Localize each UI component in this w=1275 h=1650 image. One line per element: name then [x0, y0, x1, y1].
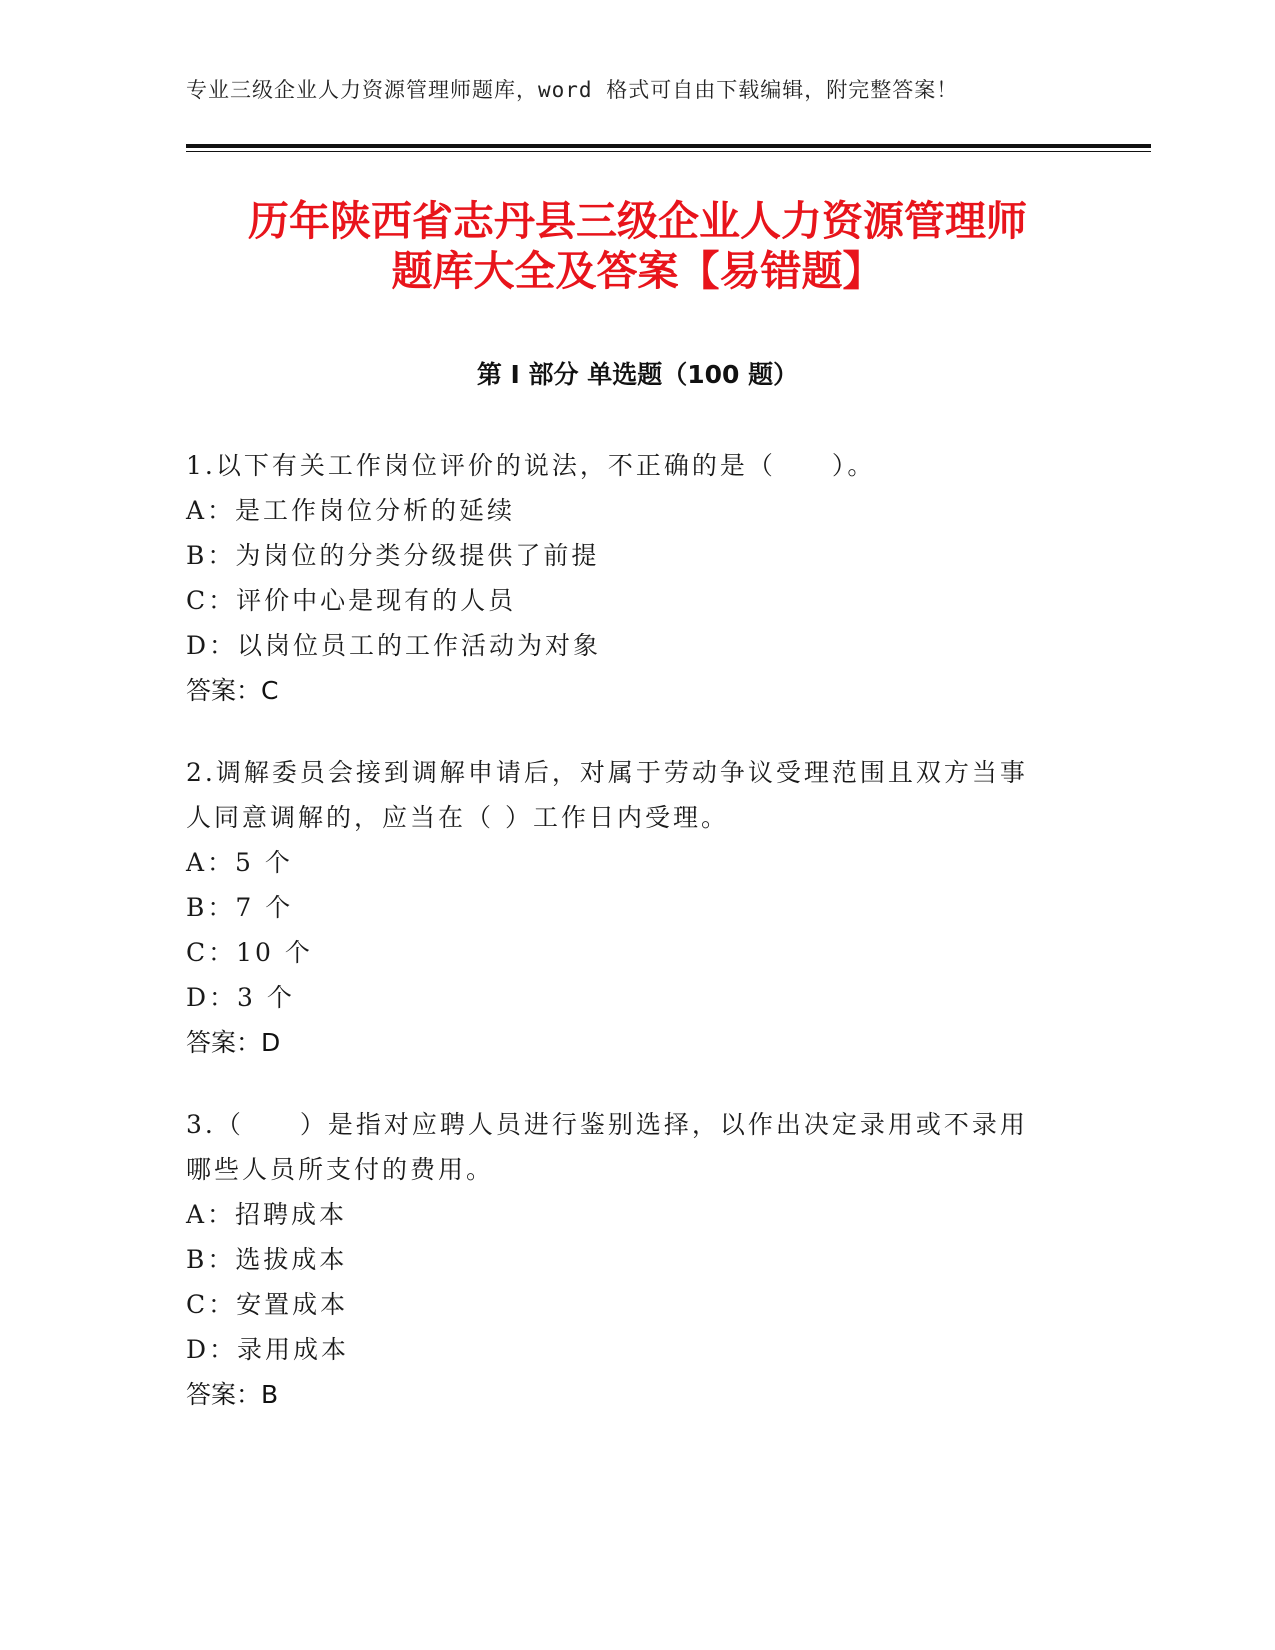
option-d: D：录用成本	[186, 1335, 350, 1364]
option-b: B：选拔成本	[186, 1245, 348, 1274]
option-a: A：招聘成本	[186, 1200, 348, 1229]
option-d: D：以岗位员工的工作活动为对象	[186, 631, 602, 660]
option-b: B：为岗位的分类分级提供了前提	[186, 541, 600, 570]
header-divider-thick	[186, 144, 1151, 148]
document-title-line-2: 题库大全及答案【易错题】	[391, 247, 884, 295]
option-a: A：5 个	[186, 848, 293, 877]
document-title-line-1: 历年陕西省志丹县三级企业人力资源管理师	[248, 197, 1027, 245]
question-list	[186, 443, 1066, 1454]
question-stem: 2.调解委员会接到调解申请后，对属于劳动争议受理范围且双方当事	[186, 758, 1028, 787]
document-title	[150, 196, 1125, 296]
question-1	[186, 443, 1066, 713]
question-stem: 3.（ ）是指对应聘人员进行鉴别选择，以作出决定录用或不录用	[186, 1110, 1028, 1139]
question-3	[186, 1102, 1066, 1417]
answer-line: 答案：D	[186, 1028, 281, 1057]
header-divider-thin	[186, 151, 1151, 152]
question-stem: 1.以下有关工作岗位评价的说法，不正确的是（ ）。	[186, 451, 876, 480]
question-2	[186, 750, 1066, 1065]
question-stem-continued: 人同意调解的，应当在（ ）工作日内受理。	[186, 803, 729, 832]
option-a: A：是工作岗位分析的延续	[186, 496, 516, 525]
answer-line: 答案：C	[186, 676, 279, 705]
option-c: C：评价中心是现有的人员	[186, 586, 517, 615]
option-d: D：3 个	[186, 983, 295, 1012]
option-c: C：安置成本	[186, 1290, 349, 1319]
header-note: 专业三级企业人力资源管理师题库，word 格式可自由下载编辑，附完整答案！	[186, 78, 959, 102]
question-stem-continued: 哪些人员所支付的费用。	[186, 1155, 495, 1184]
option-c: C：10 个	[186, 938, 313, 967]
answer-line: 答案：B	[186, 1380, 279, 1409]
option-b: B：7 个	[186, 893, 294, 922]
section-heading: 第 I 部分 单选题（100 题）	[476, 360, 799, 389]
